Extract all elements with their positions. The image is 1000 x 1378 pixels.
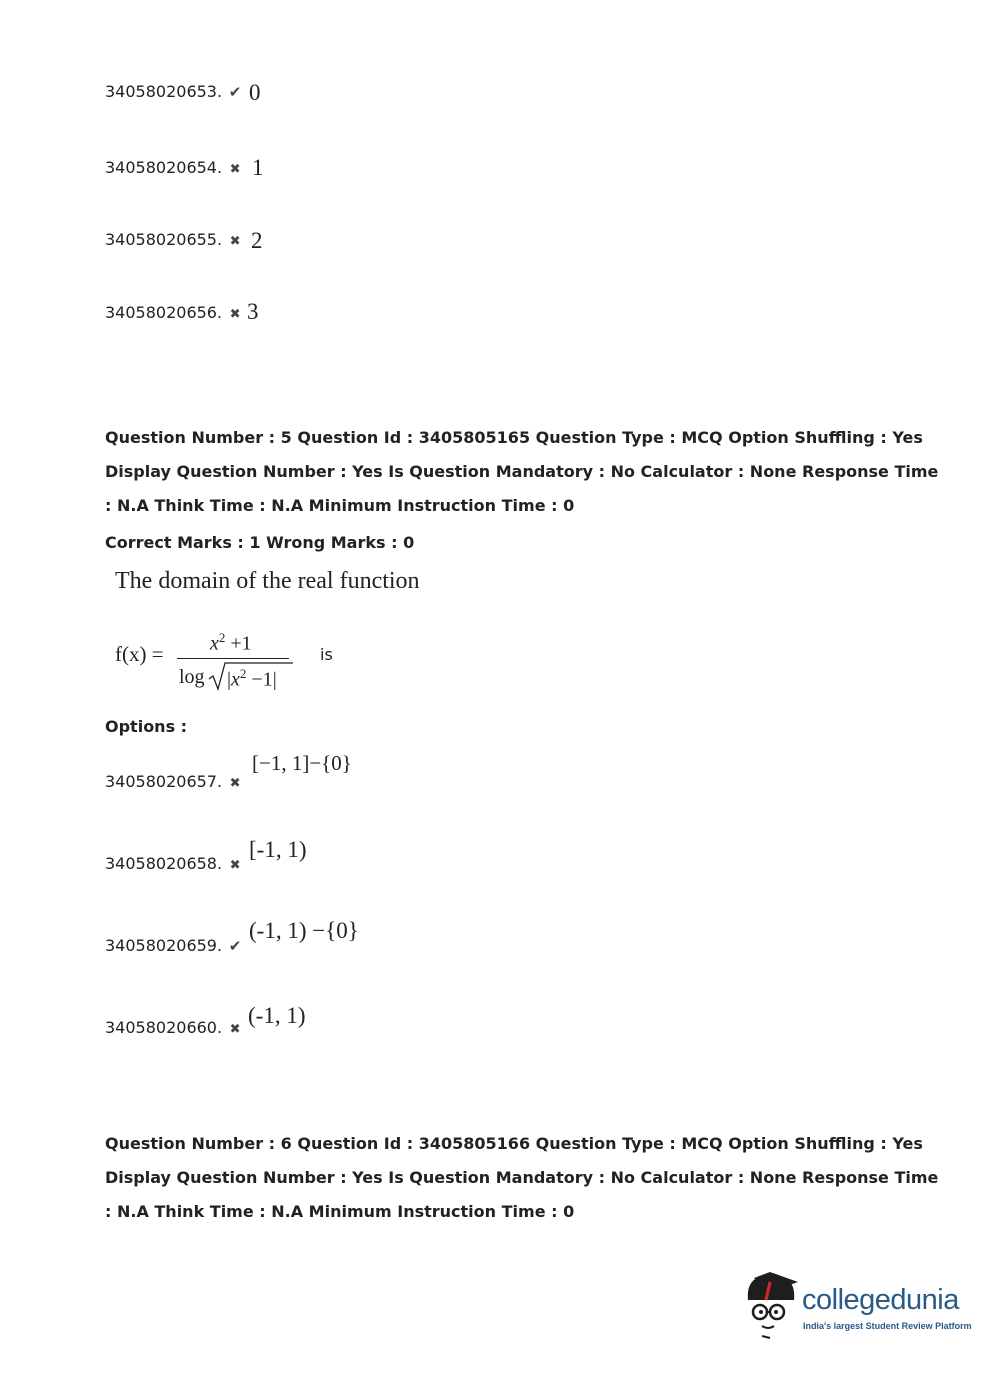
mascot-icon [740,1270,800,1340]
option-id: 34058020653. [105,82,223,101]
wrong-cross-icon: ✖ [229,162,241,177]
correct-check-icon: ✔ [228,937,242,955]
question-meta-line: Display Question Number : Yes Is Question Mandatory : No Calculator : None Response Time [105,1168,939,1187]
abs-bar: | [227,668,232,691]
option-value: 2 [251,228,263,253]
option-id: 34058020655. [105,230,223,249]
option-id: 34058020659. [105,936,223,955]
option-value: 3 [247,299,259,324]
question-meta-line: : N.A Think Time : N.A Minimum Instruction Time : 0 [105,1202,575,1221]
wrong-cross-icon: ✖ [229,234,241,249]
option-value: 0 [249,80,261,105]
wrong-cross-icon: ✖ [229,307,241,322]
formula-numerator [210,630,252,656]
option-id: 34058020654. [105,158,223,177]
radicand-base: x [231,668,240,691]
option-value: 1 [252,155,264,180]
question-5-header [105,421,938,523]
radicand-rest: −1 [246,668,273,691]
marks-line: Correct Marks : 1 Wrong Marks : 0 [105,533,415,552]
formula-suffix: is [320,645,333,664]
question-6-header [105,1127,938,1229]
formula-lhs: f(x) = [115,642,164,666]
question-meta-line: Question Number : 6 Question Id : 3405805166 Question Type : MCQ Option Shuffling : Yes [105,1134,923,1153]
abs-bar: | [272,668,277,691]
correct-check-icon: ✔ [228,83,242,101]
wrong-cross-icon: ✖ [229,1022,241,1037]
wrong-cross-icon: ✖ [229,858,241,873]
prev-option-row [105,158,244,177]
option-row [105,854,244,873]
option-value: (-1, 1) [248,1003,306,1028]
option-row [105,1018,244,1037]
option-id: 34058020656. [105,303,223,322]
question-meta-line: Question Number : 5 Question Id : 3405805165 Question Type : MCQ Option Shuffling : Yes [105,428,923,447]
log-label: log [179,666,205,688]
numerator-rest: +1 [225,632,252,655]
options-label: Options : [105,717,188,736]
question-meta-line: Display Question Number : Yes Is Question Mandatory : No Calculator : None Response Time [105,462,939,481]
option-value: [−1, 1]−{0} [252,751,352,775]
option-row [105,936,244,955]
wrong-cross-icon: ✖ [229,776,241,791]
prev-option-row [105,82,244,101]
fraction-bar [177,658,289,659]
collegedunia-logo [740,1270,970,1340]
prev-option-row [105,230,244,249]
question-stem: The domain of the real function [115,568,420,594]
formula-denominator [179,666,205,689]
logo-tagline: India's largest Student Review Platform [803,1321,972,1331]
prev-option-row [105,303,244,322]
numerator-exponent: 2 [218,630,226,645]
radicand-exponent: 2 [239,666,247,681]
option-value: (-1, 1) −{0} [249,918,359,943]
option-value: [-1, 1) [249,837,307,862]
option-id: 34058020658. [105,854,223,873]
question-meta-line: : N.A Think Time : N.A Minimum Instruction Time : 0 [105,496,575,515]
numerator-base: x [210,632,219,655]
logo-wordmark: collegedunia [802,1284,959,1316]
option-id: 34058020660. [105,1018,223,1037]
option-id: 34058020657. [105,772,223,791]
option-row [105,772,244,791]
radicand [227,666,277,692]
